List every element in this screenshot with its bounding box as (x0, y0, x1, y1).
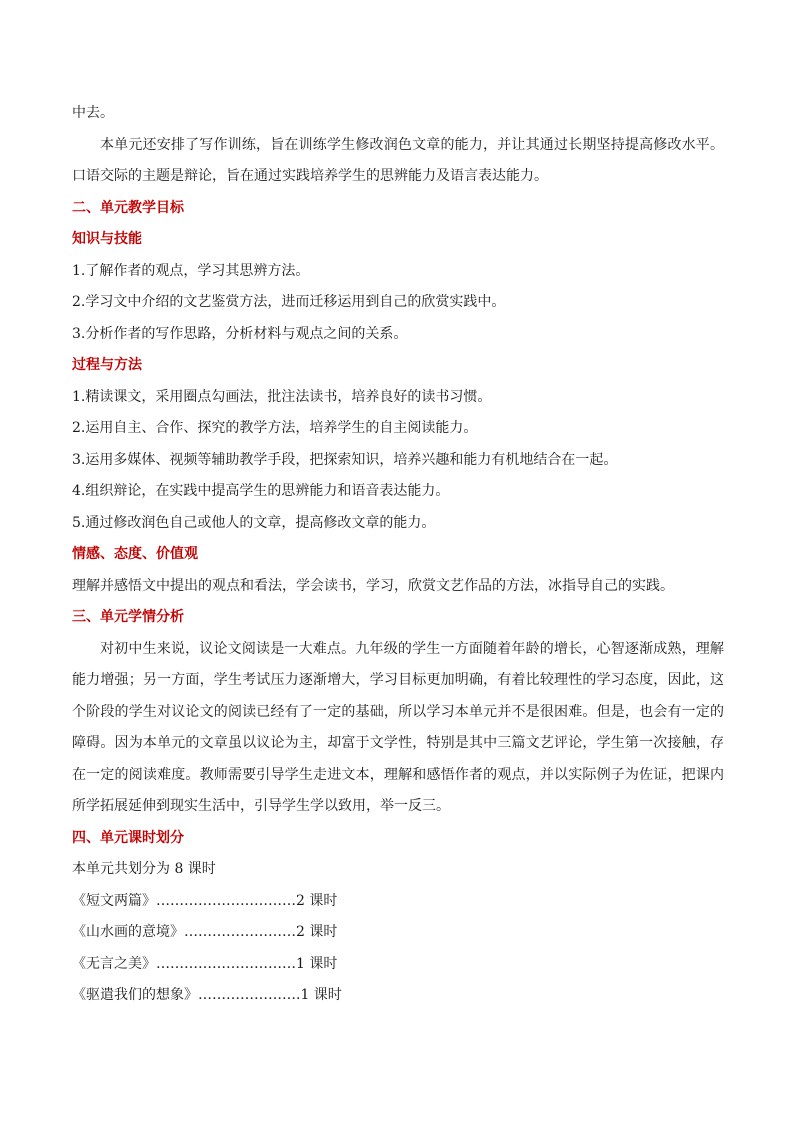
schedule-row: 《驱遣我们的想象》………………….1 课时 (72, 987, 342, 1003)
list-item: 5.通过修改润色自己或他人的文章，提高修改文章的能力。 (72, 514, 436, 531)
subheading-emotion-values: 情感、态度、价值观 (72, 546, 198, 562)
list-item: 3.分析作者的写作思路，分析材料与观点之间的关系。 (72, 325, 408, 342)
section-heading-goals: 二、单元教学目标 (72, 199, 184, 216)
list-item: 2.学习文中介绍的文艺鉴赏方法，进而迁移运用到自己的欣赏实践中。 (72, 294, 506, 310)
list-item: 1.了解作者的观点，学习其思辨方法。 (72, 262, 310, 279)
schedule-row: 《山水画的意境》……………………2 课时 (72, 924, 338, 940)
paragraph-analysis: 对初中生来说，议论文阅读是一大难点。九年级的学生一方面随着年龄的增长，心智逐渐成熟，理解能力增强；另一方面，学生考试压力逐渐增大，学习目标更加明确，有着比较理性的学习态度，因此，这个阶段的学生对议论文的阅读已经有了一定的基础，所以学习本单元并不是很困难。但是，也会有一定的障碍。因为本单元的文章虽以议论为主，却富于文学性，特别是其中三篇文艺评论，学生第一次接触，存在一定的阅读难度。教师需要引导学生走进文本，理解和感悟作者的观点，并以实际例子为佐证，把课内所学拓展延伸到现实生活中，引导学生学以致用，举一反三。 (72, 640, 724, 814)
paragraph-intro: 本单元还安排了写作训练，旨在训练学生修改润色文章的能力，并让其通过长期坚持提高修改水平。口语交际的主题是辩论，旨在通过实践培养学生的思辨能力及语言表达能力。 (72, 136, 724, 184)
paragraph-continuation: 中去。 (72, 105, 114, 121)
list-item: 4.组织辩论，在实践中提高学生的思辨能力和语音表达能力。 (72, 483, 450, 499)
schedule-row: 《无言之美》…………………………1 课时 (72, 955, 338, 972)
subheading-process-methods: 过程与方法 (72, 357, 142, 373)
document-page (72, 98, 724, 1012)
list-item: 2.运用自主、合作、探究的教学方法，培养学生的自主阅读能力。 (72, 420, 478, 436)
subheading-knowledge-skills: 知识与技能 (72, 231, 142, 247)
section-heading-schedule: 四、单元课时划分 (72, 829, 184, 846)
paragraph-emotion: 理解并感悟文中提出的观点和看法，学会读书，学习，欣赏文艺作品的方法，冰指导自己的实践。 (72, 577, 674, 594)
section-heading-analysis: 三、单元学情分析 (72, 609, 184, 625)
schedule-row: 《短文两篇》…………………………2 课时 (72, 892, 338, 909)
list-item: 3.运用多媒体、视频等辅助教学手段，把探索知识，培养兴趣和能力有机地结合在一起。 (72, 451, 618, 468)
list-item: 1.精读课文，采用圈点勾画法，批注法读书，培养良好的读书习惯。 (72, 388, 492, 405)
schedule-summary: 本单元共划分为 8 课时 (72, 861, 216, 877)
